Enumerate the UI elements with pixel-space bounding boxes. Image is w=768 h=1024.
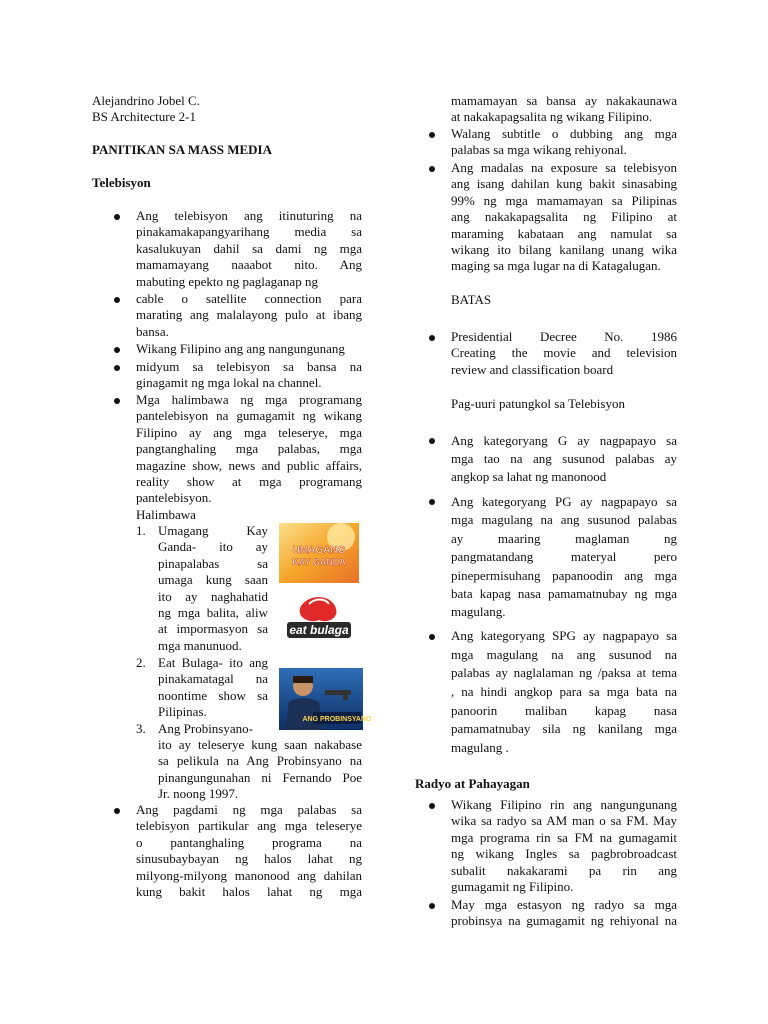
list-item: Ang kategoryang PG ay nagpapayo sa mga magulang na ang susunod palabas ay maaring maglaman ng pangmatandang materyal pero pinepermisuhang papanoodin ang mga bata kapag nasa pamamatnubay ng mga magulang. xyxy=(451,494,677,620)
bullet-dot xyxy=(429,166,435,172)
section-heading-radyo: Radyo at Pahayagan xyxy=(415,776,530,791)
ang-probinsyano-poster-image xyxy=(279,668,372,730)
list-item: May mga estasyon ng radyo sa mga probinsya na gumagamit ng rehiyonal na xyxy=(451,897,677,929)
numbered-item: Eat Bulaga- ito ang pinakamatagal na noontime show sa Pilipinas. xyxy=(158,655,268,720)
list-number: 2. xyxy=(136,655,146,670)
list-number: 3. xyxy=(136,721,146,736)
numbered-item-continuation: ito ay teleserye kung saan nakabase sa pelikula na Ang Probinsyano na pinangungunahan ni Fernando Poe Jr. noong 1997. xyxy=(158,737,362,802)
bullet-dot xyxy=(429,903,435,909)
continued-paragraph: mamamayan sa bansa ay nakakaunawa at nakakapagsalita ng wikang Filipino. xyxy=(451,93,677,125)
list-item: midyum sa telebisyon sa bansa na ginagamit ng mga lokal na channel. xyxy=(136,359,362,391)
bullet-dot xyxy=(114,347,120,353)
section-heading-telebisyon: Telebisyon xyxy=(92,175,151,190)
list-item: Ang kategoryang G ay nagpapayo sa mga tao na ang susunod palabas ay angkop sa lahat ng manonood xyxy=(451,433,677,484)
list-item: cable o satellite connection para marating ang malalayong pulo at ibang bansa. xyxy=(136,291,362,339)
svg-text:UMAGANG: UMAGANG xyxy=(292,545,346,556)
svg-text:KAY GANDA: KAY GANDA xyxy=(292,557,346,567)
list-item: Ang pagdami ng mga palabas sa telebisyon partikular ang mga teleserye o pantanghaling programa na sinusubaybayan ng halos lahat ng milyong-milyong manonood ang dahilan kung bakit halos lahat ng mga xyxy=(136,802,362,899)
course-label: BS Architecture 2-1 xyxy=(92,109,196,124)
list-number: 1. xyxy=(136,523,146,538)
bullet-dot xyxy=(114,808,120,814)
author-name: Alejandrino Jobel C. xyxy=(92,93,200,108)
document-title: PANITIKAN SA MASS MEDIA xyxy=(92,142,272,157)
eat-bulaga-logo-image xyxy=(279,590,359,652)
bullet-dot xyxy=(114,365,120,371)
batas-heading: BATAS xyxy=(451,292,492,307)
list-item: Wikang Filipino ang ang nangungunang xyxy=(136,341,345,356)
bullet-dot xyxy=(429,438,435,444)
list-item: Ang madalas na exposure sa telebisyon ang isang dahilan kung bakit sinasabing 99% ng mga mamamayan sa Pilipinas ang nakakapagsalita ng Filipino at maraming kabataan ang namulat sa wikang ito bilang kanilang unang wika maging sa mga lugar na di Katagalugan. xyxy=(451,160,677,274)
bullet-dot xyxy=(429,634,435,640)
list-item: Ang kategoryang SPG ay nagpapayo sa mga magulang na ang susunod na palabas ay naglalaman ng /paksa at tema , na hindi angkop para sa mga bata na panoorin maliban kapag nasa pamamatnubay sila ng kanilang mga magulang . xyxy=(451,628,677,756)
bullet-dot xyxy=(429,499,435,505)
bullet-dot xyxy=(114,398,120,404)
numbered-item: Umagang Kay Ganda- ito ay pinapalabas sa umaga kung saan ito ay naghahatid ng mga balita, aliw at impormasyon sa mga manunuod. xyxy=(158,523,268,653)
list-item: Walang subtitle o dubbing ang mga palabas sa mga wikang rehiyonal. xyxy=(451,126,677,158)
umagang-kay-ganda-logo-image xyxy=(279,523,359,583)
list-item: Presidential Decree No. 1986 Creating the movie and television review and classification board xyxy=(451,329,677,377)
halimbawa-label: Halimbawa xyxy=(136,507,196,522)
bullet-dot xyxy=(114,297,120,303)
bullet-dot xyxy=(114,214,120,220)
list-item: Mga halimbawa ng mga programang pantelebisyon na gumagamit ng wikang Filipino ay ang mga teleserye, mga pangtanghaling mga palabas, mga magazine show, news and public affairs, reality show at mga programang pantelebisyon. xyxy=(136,392,362,506)
numbered-item: Ang Probinsyano- xyxy=(158,721,253,736)
svg-text:ANG PROBINSYANO: ANG PROBINSYANO xyxy=(302,716,372,723)
list-item: Ang telebisyon ang itinuturing na pinakamakapangyarihang media sa kasalukuyan dahil sa dami ng mga mamamayang naaabot nito. Ang mabuting epekto ng paglaganap ng xyxy=(136,208,362,289)
bullet-dot xyxy=(429,803,435,809)
svg-text:eat bulaga: eat bulaga xyxy=(289,623,349,637)
bullet-dot xyxy=(429,132,435,138)
list-item: Wikang Filipino rin ang nangungunang wika sa radyo sa AM man o sa FM. May mga programa rin sa FM na gumagamit ng wikang Ingles sa pagbrobroadcast subalit nakakarami pa rin ang gumagamit ng Filipino. xyxy=(451,797,677,894)
paguuri-heading: Pag-uuri patungkol sa Telebisyon xyxy=(451,396,625,411)
bullet-dot xyxy=(429,335,435,341)
